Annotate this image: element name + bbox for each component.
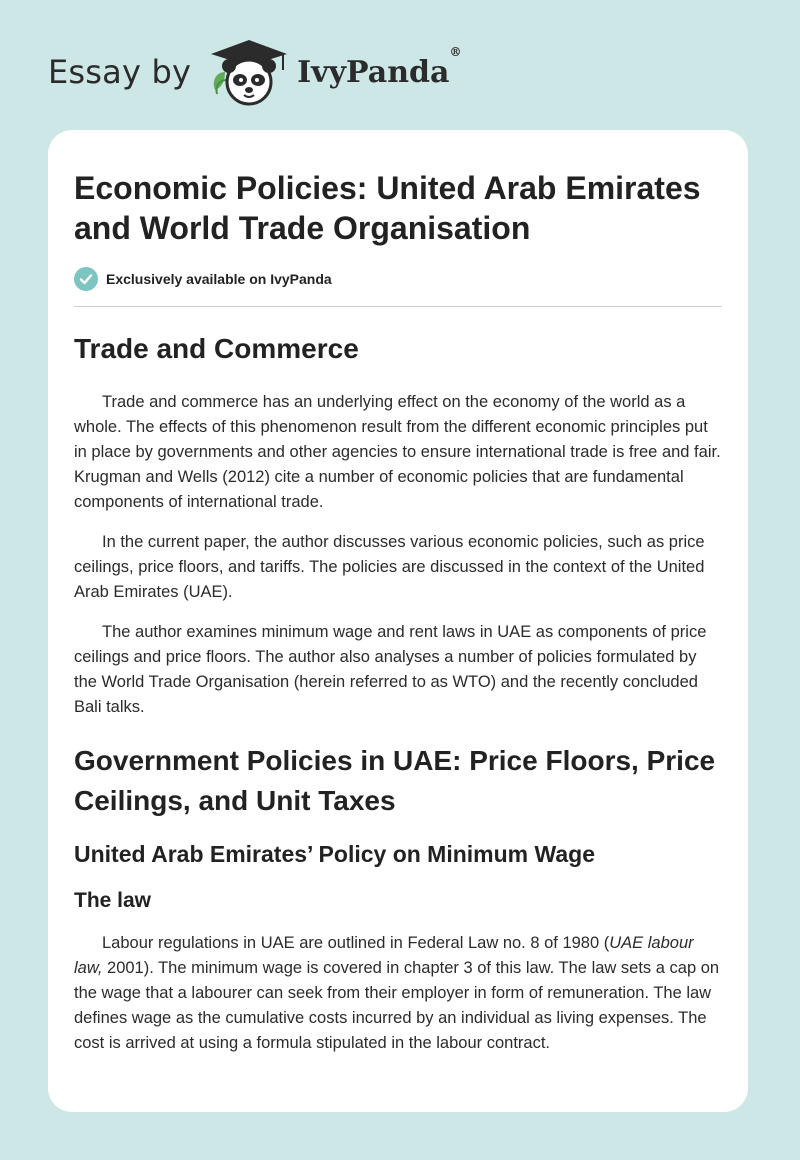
brand-header[interactable] <box>48 36 461 108</box>
article-card <box>48 130 748 1112</box>
paragraph: In the current paper, the author discusses various economic policies, such as price ceilings, price floors, and tariffs. The policies are discussed in the context of the United Arab Emirates (UAE). <box>74 533 705 601</box>
badge-label: Exclusively available on IvyPanda <box>106 271 332 287</box>
paragraph: Trade and commerce has an underlying effect on the economy of the world as a whole. The effects of this phenomenon result from the different economic principles put in place by governments and other agencies to ensure international trade is free and fair. Krugman and Wells (2012) cite a number of economic policies that are fundamental components of international trade. <box>74 393 721 511</box>
brand-name: IvyPanda® <box>297 44 462 90</box>
divider <box>74 306 722 307</box>
subsection-heading-minimum-wage: United Arab Emirates’ Policy on Minimum Wage <box>74 841 596 867</box>
panda-graduate-logo-icon <box>205 36 293 108</box>
citation: UAE labour law, <box>74 934 694 977</box>
section-heading-trade: Trade and Commerce <box>74 333 359 364</box>
exclusive-badge <box>74 266 722 292</box>
paragraph: Labour regulations in UAE are outlined in Federal Law no. 8 of 1980 (UAE labour law, 2001). The minimum wage is covered in chapter 3 of this law. The law sets a cap on the wage that a labourer can seek from their employer in form of remuneration. The law defines wage as the cumulative costs incurred by an individual as living expenses. The cost is arrived at using a formula stipulated in the labour contract. <box>74 934 720 1052</box>
subsubsection-heading-law: The law <box>74 889 152 912</box>
check-icon <box>74 267 98 291</box>
brand-prefix: Essay by <box>48 53 192 91</box>
section-heading-government: Government Policies in UAE: Price Floors, Price Ceilings, and Unit Taxes <box>74 745 716 816</box>
paragraph: The author examines minimum wage and rent laws in UAE as components of price ceilings and price floors. The author also analyses a number of policies formulated by the World Trade Organisation (herein referred to as WTO) and the recently concluded Bali talks. <box>74 623 707 716</box>
article-title: Economic Policies: United Arab Emirates and World Trade Organisation <box>74 170 701 246</box>
